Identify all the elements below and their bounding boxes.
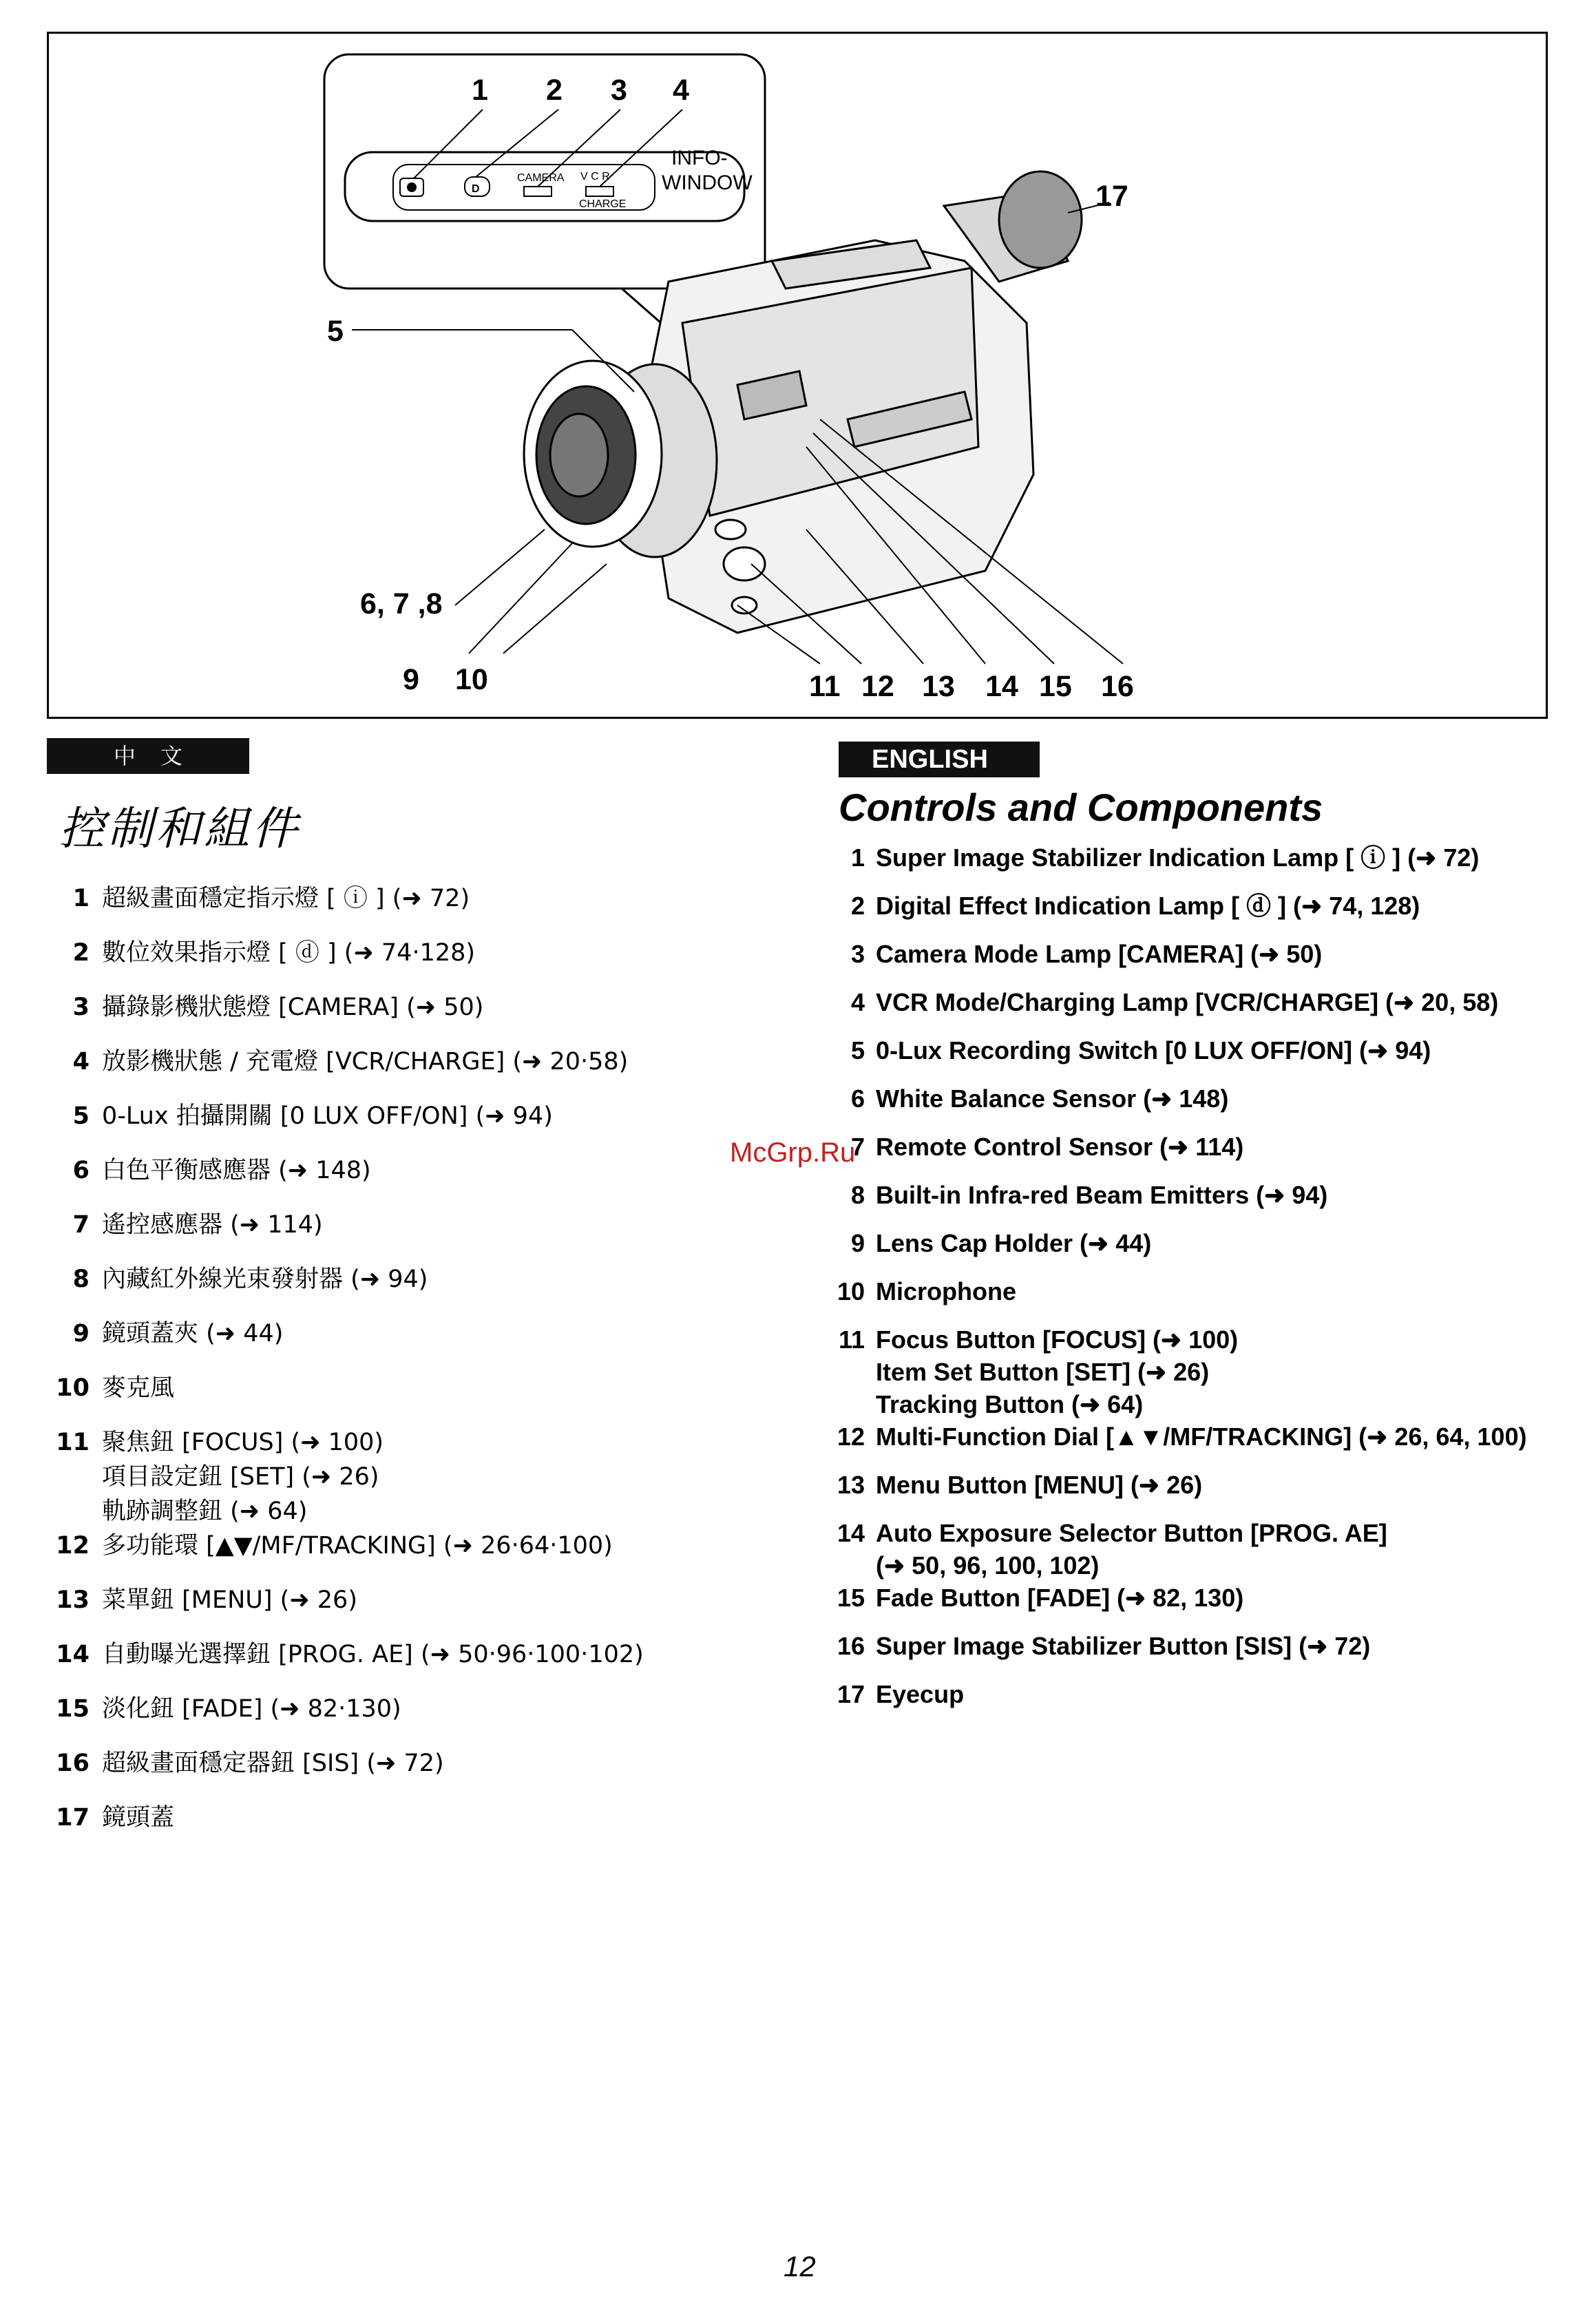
item-text: 菜單鈕 [MENU] (➜ 26): [102, 1586, 357, 1614]
list-item: [826, 1678, 1570, 1726]
camera-lamp-label: CAMERA: [517, 172, 565, 184]
callout-17: 17: [1095, 180, 1128, 213]
item-text: 鏡頭蓋: [102, 1804, 175, 1832]
item-number: 8: [850, 1181, 865, 1209]
callout-14: 14: [985, 670, 1018, 703]
vcr-lamp-icon: [586, 187, 613, 196]
item-number: 2: [72, 939, 90, 967]
charge-lamp-label: CHARGE: [579, 198, 627, 210]
list-item: [47, 1153, 770, 1208]
list-item: [47, 1583, 770, 1637]
list-item: [47, 1316, 770, 1371]
item-text: 數位效果指示燈 [ ⓓ ] (➜ 74‧128): [102, 939, 476, 967]
chinese-component-list: [47, 881, 770, 1855]
list-item: [826, 1630, 1570, 1678]
list-item: [47, 1692, 770, 1746]
list-item: [47, 1425, 770, 1529]
list-item: [47, 1371, 770, 1425]
item-text: 遙控感應器 (➜ 114): [102, 1211, 323, 1239]
item-number: 15: [56, 1695, 90, 1723]
list-item: [826, 1082, 1570, 1131]
list-item: [47, 1208, 770, 1262]
list-item: [47, 1529, 770, 1583]
list-item: [826, 1034, 1570, 1082]
list-item: [826, 1420, 1570, 1469]
item-number: 9: [850, 1229, 865, 1257]
item-number: 1: [72, 885, 90, 912]
item-number: 3: [72, 994, 90, 1021]
item-number: 14: [837, 1519, 865, 1547]
item-text: 攝錄影機狀態燈 [CAMERA] (➜ 50): [102, 994, 484, 1021]
item-number: 12: [56, 1532, 90, 1560]
item-number: 14: [56, 1641, 90, 1668]
item-number: 1: [850, 843, 865, 872]
list-item: [47, 881, 770, 936]
callout-4: 4: [673, 74, 689, 107]
list-item: [826, 938, 1570, 986]
list-item: [826, 890, 1570, 938]
item-number: 12: [837, 1423, 865, 1451]
item-text: 白色平衡感應器 (➜ 148): [102, 1157, 371, 1184]
item-number: 4: [72, 1048, 90, 1075]
list-item: [47, 1746, 770, 1801]
item-text: Microphone: [876, 1277, 1016, 1305]
callout-10: 10: [455, 663, 488, 696]
item-text: Eyecup: [876, 1680, 965, 1708]
item-text: Menu Button [MENU] (➜ 26): [876, 1471, 1203, 1499]
item-text: 麥克風: [102, 1374, 175, 1402]
item-number: 13: [56, 1586, 90, 1614]
list-item: [826, 1227, 1570, 1275]
list-item: [826, 1469, 1570, 1517]
item-text: 軌跡調整鈕 (➜ 64): [102, 1498, 308, 1525]
item-number: 5: [850, 1036, 865, 1064]
item-text: Super Image Stabilizer Indication Lamp [ ⓘ ] (➜ 72): [876, 843, 1480, 872]
item-number: 2: [850, 892, 865, 920]
item-number: 16: [837, 1632, 865, 1660]
callout-15: 15: [1039, 670, 1072, 703]
list-item: [47, 1045, 770, 1099]
callout-9: 9: [403, 663, 419, 696]
item-number: 16: [56, 1750, 90, 1777]
list-item: [826, 1131, 1570, 1179]
list-item: [47, 1801, 770, 1855]
item-number: 6: [850, 1084, 865, 1113]
page-number: 12: [784, 2250, 816, 2283]
callout-5: 5: [327, 315, 344, 348]
item-text: Focus Button [FOCUS] (➜ 100): [876, 1325, 1239, 1354]
item-text: 內藏紅外線光束發射器 (➜ 94): [102, 1266, 428, 1293]
item-number: 11: [838, 1325, 865, 1354]
item-text: 超級畫面穩定器鈕 [SIS] (➜ 72): [102, 1750, 444, 1777]
item-text: 鏡頭蓋夾 (➜ 44): [102, 1320, 284, 1347]
item-number: 3: [850, 940, 865, 968]
item-number: 6: [72, 1157, 90, 1184]
chinese-title: 控制和組件: [59, 802, 300, 855]
watermark: McGrp.Ru: [730, 1137, 856, 1168]
item-number: 7: [850, 1133, 865, 1161]
list-item: [826, 1582, 1570, 1630]
item-number: 11: [56, 1429, 90, 1456]
english-section-tag: ENGLISH: [839, 742, 1040, 777]
item-text: 0-Lux 拍攝開關 [0 LUX OFF/ON] (➜ 94): [102, 1102, 553, 1130]
callout-6-7-8: 6, 7 ,8: [360, 587, 443, 620]
info-window-label-1: INFO-: [671, 147, 728, 169]
item-number: 10: [56, 1374, 90, 1402]
item-text: Fade Button [FADE] (➜ 82, 130): [876, 1584, 1244, 1612]
chinese-section-tag: 中文: [47, 738, 249, 774]
item-text: (➜ 50, 96, 100, 102): [876, 1551, 1100, 1580]
list-item: [826, 986, 1570, 1034]
callout-11: 11: [809, 670, 841, 703]
list-item: [826, 1275, 1570, 1323]
english-title: Controls and Components: [839, 786, 1323, 829]
list-item: [826, 1179, 1570, 1227]
camcorder-figure: [47, 32, 1548, 719]
camcorder-illustration: [49, 34, 1546, 717]
item-number: 17: [837, 1680, 865, 1708]
item-number: 9: [72, 1320, 90, 1347]
item-number: 4: [850, 988, 865, 1016]
item-number: 7: [72, 1211, 90, 1239]
info-window-label-2: WINDOW: [662, 171, 753, 194]
item-number: 10: [837, 1277, 865, 1305]
svg-text:D: D: [472, 183, 480, 195]
item-text: Multi-Function Dial [▲▼/MF/TRACKING] (➜ 26, 64, 100): [876, 1423, 1527, 1451]
list-item: [47, 1099, 770, 1153]
item-text: Built-in Infra-red Beam Emitters (➜ 94): [876, 1181, 1328, 1209]
item-text: VCR Mode/Charging Lamp [VCR/CHARGE] (➜ 20, 58): [876, 988, 1499, 1016]
callout-12: 12: [861, 670, 894, 703]
item-text: 0-Lux Recording Switch [0 LUX OFF/ON] (➜ 94): [876, 1036, 1431, 1064]
item-text: 超級畫面穩定指示燈 [ ⓘ ] (➜ 72): [102, 885, 470, 912]
item-text: Item Set Button [SET] (➜ 26): [876, 1358, 1210, 1386]
list-item: [47, 936, 770, 990]
item-number: 15: [837, 1584, 865, 1612]
item-text: 自動曝光選擇鈕 [PROG. AE] (➜ 50‧96‧100‧102): [102, 1641, 644, 1668]
callout-13: 13: [922, 670, 955, 703]
item-number: 17: [56, 1804, 90, 1832]
list-item: [47, 1637, 770, 1692]
item-text: Tracking Button (➜ 64): [876, 1390, 1144, 1418]
item-text: Auto Exposure Selector Button [PROG. AE]: [876, 1519, 1387, 1547]
item-text: Camera Mode Lamp [CAMERA] (➜ 50): [876, 940, 1323, 968]
item-text: 聚焦鈕 [FOCUS] (➜ 100): [102, 1429, 384, 1456]
item-text: White Balance Sensor (➜ 148): [876, 1084, 1229, 1113]
item-number: 13: [837, 1471, 865, 1499]
item-text: Digital Effect Indication Lamp [ ⓓ ] (➜ 74, 128): [876, 892, 1420, 920]
callout-16: 16: [1101, 670, 1134, 703]
vcr-lamp-label: V C R: [580, 171, 610, 182]
camera-lamp-icon: [524, 187, 552, 196]
callout-2: 2: [546, 74, 563, 107]
item-text: 多功能環 [▲▼/MF/TRACKING] (➜ 26‧64‧100): [102, 1532, 613, 1560]
list-item: [47, 990, 770, 1045]
item-number: 8: [72, 1266, 90, 1293]
lens-assembly: [524, 361, 717, 557]
item-number: 5: [72, 1102, 90, 1130]
item-text: 項目設定鈕 [SET] (➜ 26): [102, 1463, 379, 1491]
list-item: [47, 1262, 770, 1316]
list-item: [826, 841, 1570, 890]
item-text: Remote Control Sensor (➜ 114): [876, 1133, 1244, 1161]
english-component-list: [826, 841, 1570, 1726]
list-item: [826, 1517, 1570, 1582]
item-text: 放影機狀態 / 充電燈 [VCR/CHARGE] (➜ 20‧58): [102, 1048, 629, 1075]
item-text: Lens Cap Holder (➜ 44): [876, 1229, 1152, 1257]
item-text: 淡化鈕 [FADE] (➜ 82‧130): [102, 1695, 401, 1723]
item-text: Super Image Stabilizer Button [SIS] (➜ 72): [876, 1632, 1371, 1660]
callout-1: 1: [472, 74, 488, 107]
list-item: [826, 1323, 1570, 1420]
callout-3: 3: [611, 74, 627, 107]
